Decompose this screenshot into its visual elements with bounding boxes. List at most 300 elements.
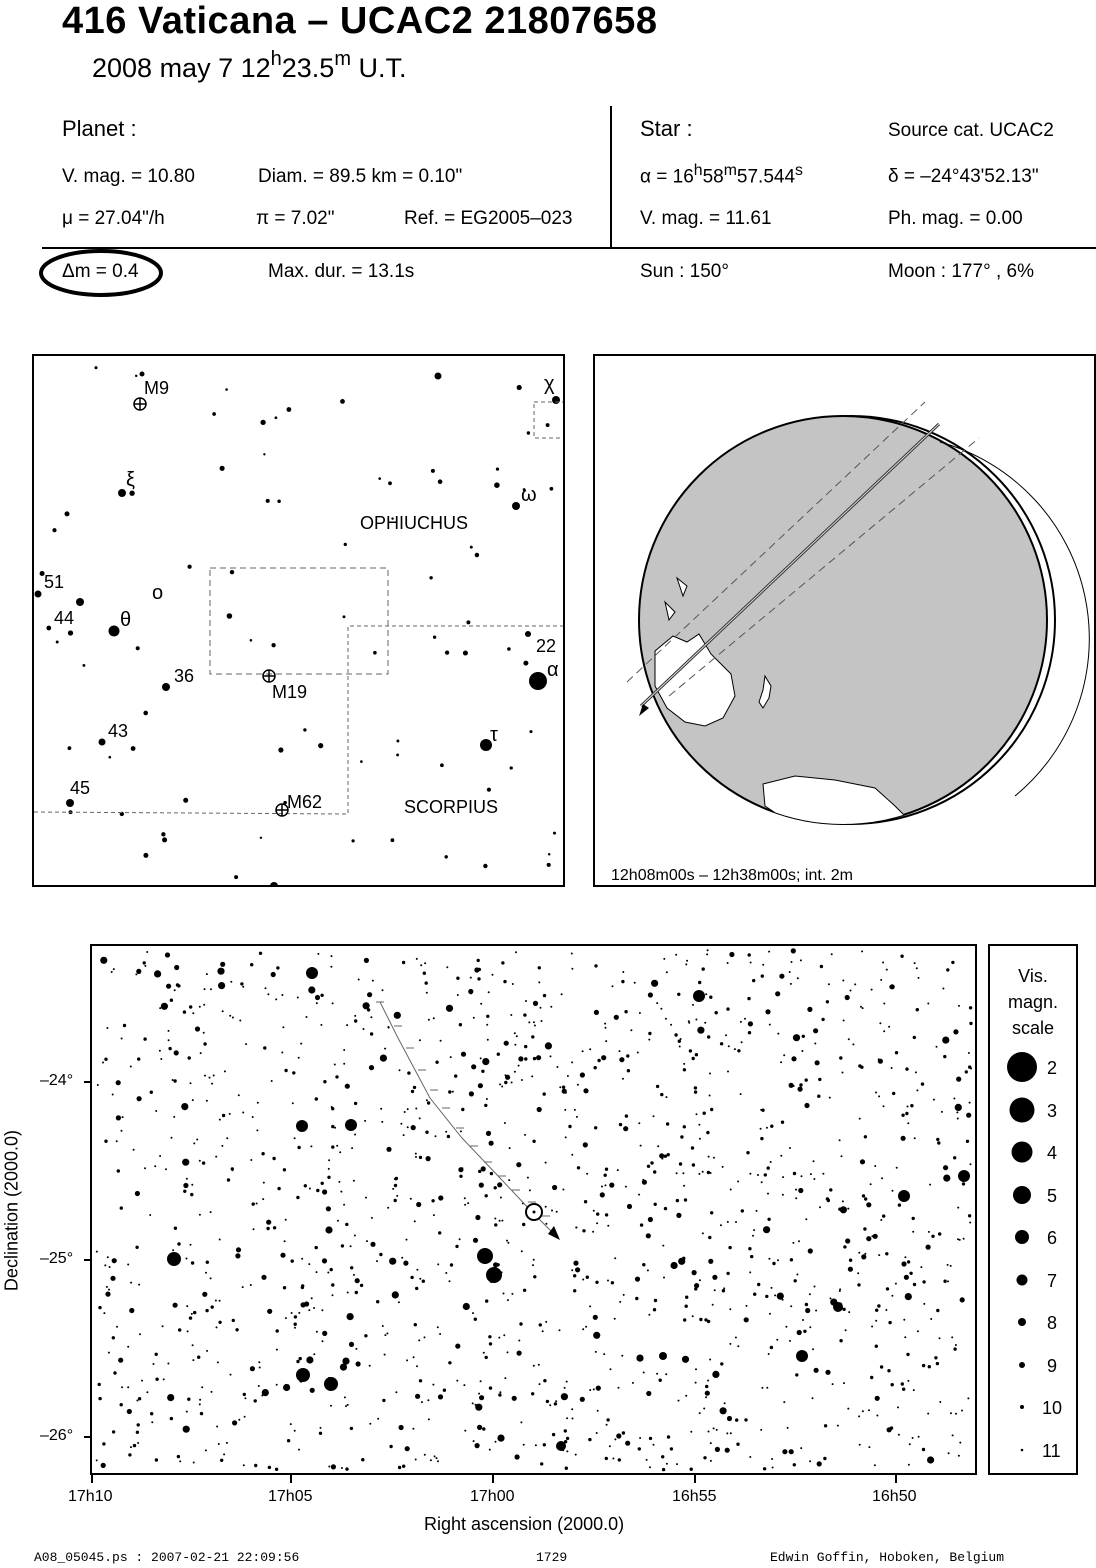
chart-star (514, 1032, 516, 1034)
chart-star (858, 1252, 860, 1254)
chart-star (467, 1202, 469, 1204)
chart-star (515, 951, 517, 953)
chart-star (415, 1394, 420, 1399)
chart-star (310, 1145, 312, 1147)
chart-star (802, 1319, 804, 1321)
chart-star (413, 1356, 415, 1358)
chart-star (275, 998, 277, 1000)
chart-star (306, 1016, 308, 1018)
chart-star (296, 1196, 299, 1199)
chart-star (706, 953, 708, 955)
finder-star (318, 743, 323, 748)
finder-star (429, 576, 432, 579)
chart-star (186, 1178, 188, 1180)
chart-star (621, 1355, 623, 1357)
legend-dot-7 (1017, 1275, 1028, 1286)
chart-star (399, 1069, 401, 1071)
chart-star (648, 1314, 650, 1316)
chart-star (683, 1185, 685, 1187)
chart-star (737, 1345, 739, 1347)
chart-star (410, 1198, 412, 1200)
chart-star (414, 1323, 417, 1326)
chart-star (319, 1432, 322, 1435)
chart-star (694, 1287, 697, 1290)
chart-star (825, 1370, 830, 1375)
chart-star (642, 1180, 647, 1185)
chart-star (531, 1075, 533, 1077)
chart-star (250, 1159, 252, 1161)
chart-star (793, 1085, 795, 1087)
chart-star (821, 1018, 824, 1021)
chart-star (573, 1289, 576, 1292)
chart-star (589, 1048, 591, 1050)
chart-star (699, 1138, 701, 1140)
chart-star (367, 992, 372, 997)
chart-star (358, 979, 360, 981)
chart-star (696, 1113, 698, 1115)
chart-star (321, 1182, 324, 1185)
chart-star (227, 1178, 230, 1181)
chart-star (250, 963, 253, 966)
chart-star (679, 1162, 682, 1165)
chart-star (763, 1467, 766, 1470)
chart-star (369, 1065, 374, 1070)
chart-star (772, 1467, 774, 1469)
chart-star (254, 1464, 257, 1467)
chart-star (950, 1265, 952, 1267)
ra-minute-unit: m (723, 162, 737, 179)
chart-star (123, 1024, 126, 1027)
legend-label-8: 8 (1047, 1313, 1058, 1333)
finder-star (56, 641, 59, 644)
chart-star (533, 1057, 536, 1060)
chart-star (187, 1330, 189, 1332)
chart-star (183, 1010, 186, 1013)
chart-star (710, 1460, 712, 1462)
chart-star (350, 1427, 353, 1430)
chart-star (96, 1251, 98, 1253)
chart-star (871, 1326, 873, 1328)
chart-star (839, 1139, 841, 1141)
chart-star (268, 1466, 271, 1469)
chart-star (969, 1006, 972, 1009)
chart-star (178, 1328, 181, 1331)
chart-star (193, 1462, 195, 1464)
chart-star (682, 1257, 685, 1260)
chart-star (839, 1290, 841, 1292)
chart-star (298, 1312, 300, 1314)
chart-star (427, 1399, 429, 1401)
chart-star (192, 1344, 194, 1346)
chart-star (523, 1013, 526, 1016)
chart-star (313, 1353, 315, 1355)
chart-star (702, 967, 705, 970)
chart-star (572, 1418, 574, 1420)
chart-star (353, 1274, 355, 1276)
chart-star (913, 1283, 916, 1286)
chart-star (789, 1083, 794, 1088)
chart-star (341, 1467, 343, 1469)
chart-star (921, 1082, 924, 1085)
chart-star (864, 1135, 867, 1138)
chart-star (499, 1083, 501, 1085)
chart-star (726, 1432, 728, 1434)
chart-star (500, 1197, 502, 1199)
chart-star (217, 1361, 219, 1363)
chart-star (740, 1093, 742, 1095)
chart-star (588, 1438, 591, 1441)
chart-star (817, 1095, 820, 1098)
chart-star (727, 962, 729, 964)
sun-elongation: Sun : 150° (640, 261, 729, 282)
chart-star (716, 1429, 718, 1431)
chart-star (729, 1308, 731, 1310)
finder-star (212, 412, 216, 416)
chart-star (909, 1443, 911, 1445)
chart-star (495, 1270, 498, 1273)
chart-star (320, 1024, 322, 1026)
chart-star (103, 1312, 105, 1314)
chart-star (428, 1019, 430, 1021)
chart-star (777, 1259, 779, 1261)
chart-star (576, 1227, 578, 1229)
chart-star (261, 1395, 263, 1397)
chart-star (571, 1269, 573, 1271)
chart-star (634, 982, 636, 984)
chart-star (326, 1206, 331, 1211)
chart-star (405, 1446, 410, 1451)
chart-star (907, 1122, 909, 1124)
chart-star (662, 1468, 665, 1471)
chart-star (793, 1172, 796, 1175)
chart-star (258, 1385, 260, 1387)
chart-star (187, 1398, 190, 1401)
finder-star (68, 630, 73, 635)
chart-star (364, 958, 369, 963)
chart-star (507, 1242, 509, 1244)
finder-star (277, 499, 281, 503)
chart-star (694, 1090, 697, 1093)
chart-star (332, 1002, 334, 1004)
chart-star (958, 1005, 960, 1007)
chart-star (205, 1449, 207, 1451)
chart-star (861, 1254, 866, 1259)
chart-star (765, 1295, 768, 1298)
chart-star (798, 1240, 800, 1242)
chart-star (729, 952, 734, 957)
chart-star (879, 1022, 881, 1024)
chart-star (874, 1165, 876, 1167)
chart-star (242, 1112, 244, 1114)
chart-star (937, 1141, 940, 1144)
chart-star (691, 1146, 694, 1149)
chart-star (562, 1189, 564, 1191)
chart-star (947, 1280, 949, 1282)
chart-star (421, 1401, 423, 1403)
finder-star (360, 760, 363, 763)
chart-star (684, 1198, 687, 1201)
finder-field-box (210, 568, 388, 674)
finder-star (396, 753, 399, 756)
chart-star (650, 1161, 653, 1164)
chart-star (910, 1104, 913, 1107)
chart-star (361, 1458, 364, 1461)
chart-star (473, 1238, 478, 1243)
chart-star (486, 1098, 488, 1100)
chart-star (769, 1313, 771, 1315)
chart-star (551, 1210, 553, 1212)
chart-star (638, 1122, 640, 1124)
chart-star (501, 1271, 503, 1273)
finder-star (187, 565, 191, 569)
chart-star (795, 1373, 798, 1376)
chart-star (382, 989, 384, 991)
finder-corner-box (534, 402, 563, 438)
chart-star (695, 1019, 697, 1021)
finder-star (527, 431, 530, 434)
chart-star (301, 1284, 304, 1287)
chart-star (622, 971, 624, 973)
chart-star (860, 1159, 865, 1164)
planet-vmag: V. mag. = 10.80 (62, 166, 195, 187)
chart-star (709, 1073, 711, 1075)
chart-star (713, 1427, 715, 1429)
chart-star (137, 1442, 139, 1444)
chart-star (943, 1055, 946, 1058)
chart-star (341, 1244, 344, 1247)
chart-star (829, 1097, 831, 1099)
chart-star (174, 989, 176, 991)
chart-star (402, 961, 405, 964)
chart-star (875, 1396, 880, 1401)
chart-star (619, 1123, 622, 1126)
chart-star (524, 1134, 526, 1136)
chart-star (748, 953, 751, 956)
chart-star (141, 1380, 143, 1382)
chart-star (720, 1362, 723, 1365)
chart-star (566, 1381, 568, 1383)
chart-star (614, 1318, 616, 1320)
chart-star (226, 1137, 228, 1139)
chart-star (283, 1168, 286, 1171)
chart-star (238, 1094, 240, 1096)
chart-star (794, 1279, 797, 1282)
chart-star (363, 1002, 370, 1009)
chart-star (431, 1199, 434, 1202)
chart-star (646, 1391, 651, 1396)
chart-star (756, 1210, 758, 1212)
chart-star (267, 1309, 272, 1314)
object-label-m9: M9 (144, 378, 170, 398)
chart-star (347, 1292, 349, 1294)
chart-star (376, 1260, 378, 1262)
chart-star (121, 1038, 123, 1040)
chart-star (193, 1311, 196, 1314)
chart-star (110, 1276, 115, 1281)
chart-star (664, 1207, 667, 1210)
star-declination: δ = –24°43'52.13" (888, 166, 1039, 187)
chart-star (489, 1386, 492, 1389)
chart-star (809, 1326, 811, 1328)
footer-author: Edwin Goffin, Hoboken, Belgium (770, 1550, 1005, 1565)
chart-star (648, 1217, 653, 1222)
chart-star (343, 1204, 345, 1206)
chart-star (676, 1172, 678, 1174)
chart-star (549, 1404, 551, 1406)
chart-star (683, 1125, 686, 1128)
chart-star (229, 1015, 231, 1017)
chart-star (258, 1361, 260, 1363)
chart-star (202, 1161, 205, 1164)
chart-star (693, 990, 705, 1002)
chart-star (322, 1258, 327, 1263)
chart-star (690, 1431, 692, 1433)
chart-star (108, 1352, 110, 1354)
finder-star (35, 591, 42, 598)
chart-star (819, 1206, 821, 1208)
finder-star (373, 651, 377, 655)
chart-star (705, 1391, 710, 1396)
finder-star (494, 482, 500, 488)
chart-star (744, 1317, 749, 1322)
chart-star (494, 1218, 496, 1220)
chart-star (511, 1082, 513, 1084)
chart-star (284, 1069, 287, 1072)
chart-star (813, 1160, 815, 1162)
chart-star (907, 1260, 910, 1263)
chart-star (916, 1008, 919, 1011)
page-title: 416 Vaticana – UCAC2 21807658 (62, 0, 658, 42)
chart-star (768, 1353, 770, 1355)
chart-star (968, 1052, 970, 1054)
chart-star (364, 1120, 366, 1122)
chart-star (395, 1391, 397, 1393)
chart-star (627, 1069, 630, 1072)
chart-star (311, 1297, 313, 1299)
chart-star (913, 1036, 916, 1039)
chart-star (263, 1182, 265, 1184)
chart-star (316, 1189, 319, 1192)
chart-star (798, 1087, 803, 1092)
chart-star (144, 1167, 146, 1169)
chart-star (730, 1432, 732, 1434)
chart-star (688, 1022, 690, 1024)
finder-star (445, 650, 449, 654)
chart-star (968, 1065, 971, 1068)
chart-star (735, 1337, 737, 1339)
chart-star (805, 1308, 810, 1313)
chart-star (434, 1455, 436, 1457)
legend-dot-5 (1013, 1186, 1031, 1204)
chart-star (914, 962, 916, 964)
chart-star (411, 1125, 416, 1130)
chart-star (916, 1089, 918, 1091)
chart-star (871, 989, 873, 991)
chart-star (571, 968, 573, 970)
chart-star (928, 1231, 930, 1233)
chart-star (206, 1350, 208, 1352)
magnitude-legend (988, 944, 1078, 1475)
chart-star (720, 1042, 723, 1045)
chart-star (565, 1136, 567, 1138)
chart-star (760, 1137, 763, 1140)
chart-star (720, 1224, 722, 1226)
chart-star (793, 1463, 796, 1466)
legend-label-5: 5 (1047, 1186, 1058, 1206)
chart-star (422, 1280, 425, 1283)
chart-star (514, 1044, 516, 1046)
chart-star (814, 1286, 816, 1288)
finder-star (64, 511, 69, 516)
chart-star (796, 1274, 798, 1276)
chart-star (254, 1399, 257, 1402)
chart-star (400, 1123, 402, 1125)
chart-star (767, 1218, 770, 1221)
chart-star (330, 966, 332, 968)
chart-star (340, 1364, 347, 1371)
chart-star (287, 1439, 290, 1442)
chart-star (725, 1448, 730, 1453)
finder-star (343, 615, 346, 618)
chart-star (814, 1043, 816, 1045)
chart-star (96, 1459, 98, 1461)
chart-star (797, 1330, 802, 1335)
chart-star (455, 1245, 458, 1248)
chart-star (726, 1272, 729, 1275)
chart-star (155, 1353, 158, 1356)
chart-star (183, 1190, 186, 1193)
chart-star (113, 1371, 116, 1374)
chart-star (916, 967, 918, 969)
chart-star (582, 1328, 584, 1330)
chart-star (430, 1459, 432, 1461)
finder-star (135, 375, 137, 377)
chart-star (189, 1005, 192, 1008)
chart-star (683, 1068, 686, 1071)
chart-star (150, 1412, 153, 1415)
finder-star (303, 728, 306, 731)
chart-star (479, 1395, 484, 1400)
moon-info: Moon : 177° , 6% (888, 261, 1034, 282)
chart-star (907, 1106, 909, 1108)
chart-star (697, 1027, 704, 1034)
chart-star (424, 1336, 426, 1338)
chart-star (330, 1268, 333, 1271)
chart-star (617, 1169, 619, 1171)
chart-star (389, 1445, 392, 1448)
chart-star (106, 1027, 108, 1029)
chart-star (594, 964, 597, 967)
chart-star (457, 994, 459, 996)
chart-star (556, 1211, 558, 1213)
chart-star (191, 1261, 194, 1264)
chart-star (735, 1221, 737, 1223)
chart-star (820, 965, 823, 968)
chart-star (533, 1275, 536, 1278)
chart-star (104, 1058, 107, 1061)
chart-star (372, 980, 374, 982)
chart-star (516, 1035, 518, 1037)
chart-star (105, 1292, 110, 1297)
chart-star (464, 1204, 466, 1206)
chart-star (133, 1444, 136, 1447)
chart-star (146, 951, 148, 953)
chart-star (489, 1342, 492, 1345)
chart-star (723, 1287, 725, 1289)
finder-star (475, 553, 479, 557)
chart-star (425, 1131, 428, 1134)
chart-star (542, 1330, 544, 1332)
